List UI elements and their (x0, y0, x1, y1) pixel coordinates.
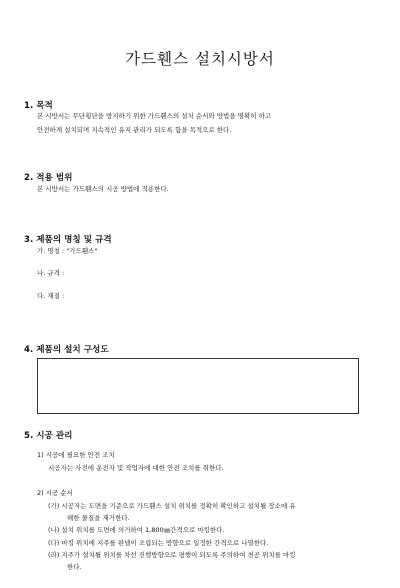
procedure-item-na: (나) 설치 위치를 도면에 의거하여 1,800㎜간격으로 마킹한다. (48, 526, 225, 534)
section-4-heading: 4. 제품의 설치 구성도 (24, 345, 109, 355)
spec-size: 나. 규격 : (37, 269, 65, 277)
section-5-heading: 5. 시공 관리 (24, 431, 73, 441)
procedure-item-ra-1: (라) 지주가 설치될 위치를 차선 진행방향으로 평행이 되도록 주의하여 천공 위치를 마킹 (48, 551, 296, 559)
section-2-line-1: 본 시방서는 가드휀스의 시공 방법에 적용한다. (37, 185, 169, 193)
safety-subtitle: 1) 시공에 필요한 안전 조치 (37, 451, 115, 459)
installation-diagram-box (37, 358, 359, 414)
spec-material: 다. 재질 : (37, 292, 65, 300)
section-1-line-1: 본 시방서는 무단횡단을 방지하기 위한 가드휀스의 설치 순서와 방법을 명확히 하고 (37, 112, 272, 120)
safety-line: 시공자는 사전에 운전자 및 작업자에 대한 안전 조치를 취한다. (48, 464, 224, 472)
procedure-item-ra-2: 한다. (67, 563, 82, 571)
section-1-heading: 1. 목적 (24, 101, 53, 111)
section-1-line-2: 안전하게 설치되며 지속적인 유지 관리가 되도록 함을 목적으로 한다. (37, 126, 232, 134)
section-3-heading: 3. 제품의 명칭 및 규격 (24, 235, 112, 245)
procedure-item-ga-2: 해한 물질을 제거한다. (67, 514, 130, 522)
spec-name: 가. 명칭 : "가드휀스" (37, 247, 98, 255)
procedure-item-da: (다) 마킹 위치에 지주를 판넬이 조립되는 방향으로 일정한 간격으로 나열한다. (48, 539, 269, 547)
procedure-subtitle: 2) 시공 순서 (37, 489, 73, 497)
document-title: 가드휀스 설치시방서 (125, 50, 275, 68)
section-2-heading: 2. 적용 범위 (24, 173, 73, 183)
procedure-item-ga-1: (가) 시공자는 도면을 기준으로 가드휀스 설치 위치를 정확히 확인하고 설치될 장소에 유 (48, 502, 296, 510)
